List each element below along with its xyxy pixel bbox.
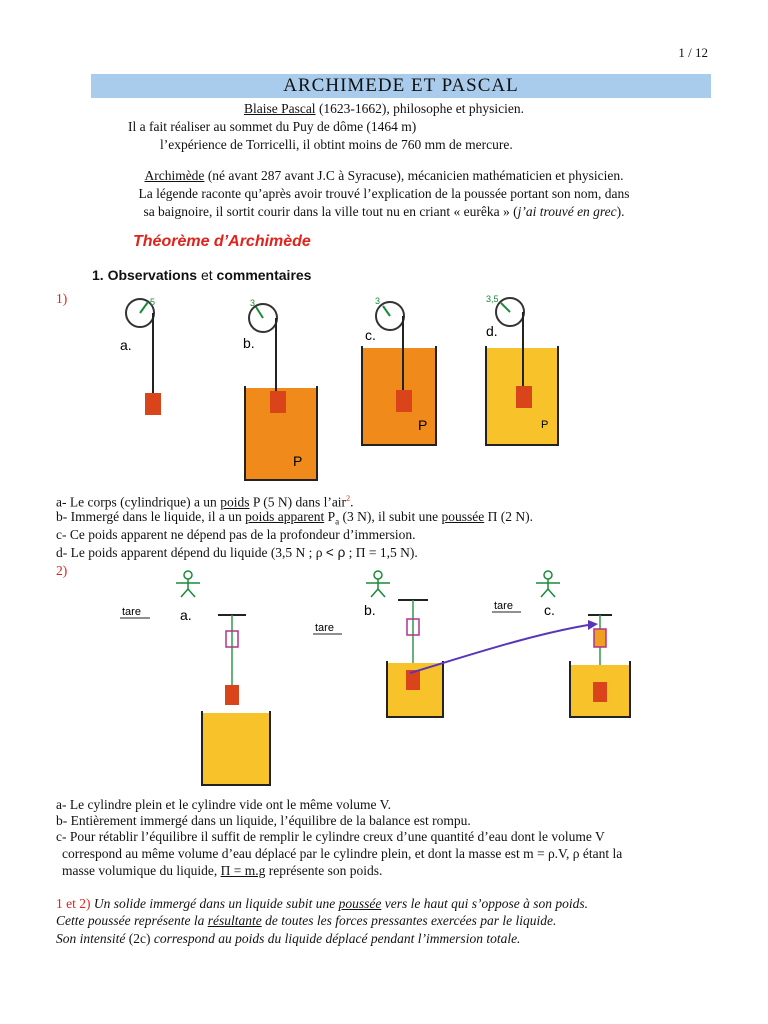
- obs1-b-underlined: poids apparent: [245, 509, 325, 524]
- fig1-label-c: c.: [365, 327, 376, 343]
- figure-2: [110, 565, 650, 787]
- conclusion-line-2-pre: Cette poussée représente la: [56, 913, 208, 928]
- fig1-needle-d: [501, 303, 510, 312]
- fig2-setup-a: [120, 571, 270, 785]
- archimede-line-3-b: ).: [616, 204, 625, 219]
- obs1-d: [56, 544, 418, 562]
- fig1-marker: 1): [56, 291, 68, 306]
- fig2-tare-a: tare: [122, 606, 141, 618]
- conclusion-line-3-ref: (2c): [128, 931, 151, 946]
- archimede-line-2: La légende raconte qu’après avoir trouvé l’explication de la poussée portant son nom, dans: [138, 186, 630, 201]
- obs1-a-pre: a- Le corps (cylindrique) a un: [56, 494, 221, 510]
- conclusion-line-2-underlined: résultante: [207, 913, 262, 928]
- pascal-line-3: l’expérience de Torricelli, il obtint moins de 760 mm de mercure.: [160, 137, 513, 152]
- pascal-line-2: Il a fait réaliser au sommet du Puy de dôme (1464 m): [128, 119, 417, 134]
- title-bar: [91, 74, 711, 98]
- obs2-c2: correspond au même volume d’eau déplacé par le cylindre plein, et dont la masse est m = ρ.V, ρ étant la: [62, 846, 623, 861]
- subsection-heading: [92, 267, 311, 283]
- fig2-tare-b: tare: [315, 622, 334, 634]
- obs1-a-post: P (5 N) dans l’air: [249, 494, 347, 510]
- fig1-liquid-label-d: P: [541, 419, 549, 431]
- fig1-setup-b: [243, 298, 317, 480]
- fig1-label-d: d.: [486, 323, 498, 339]
- conclusion-line-1: [56, 895, 588, 913]
- subsection-bold-2: commentaires: [216, 267, 312, 283]
- fig1-liquid-label-c: P: [418, 417, 428, 433]
- fig2-balance-figure-c: [536, 571, 560, 597]
- pascal-line-1-text: (1623-1662), philosophe et physicien.: [315, 101, 525, 116]
- obs1-a-end: .: [350, 494, 354, 510]
- fig1-needle-c: [383, 306, 390, 316]
- fig1-block-d: [516, 386, 532, 408]
- fig2-marker: 2): [56, 563, 68, 578]
- archimede-line-1: [0, 167, 768, 185]
- archimede-line-3: [0, 203, 768, 221]
- obs1-d-post: ; Π = 1,5 N).: [345, 545, 418, 560]
- pascal-name: Blaise Pascal: [243, 101, 316, 116]
- archimede-line-1-text: (né avant 287 avant J.C à Syracuse), mécanicien mathématicien et physicien.: [204, 168, 624, 183]
- figure-1: [100, 288, 580, 484]
- obs2-a: a- Le cylindre plein et le cylindre vide ont le même volume V.: [56, 797, 392, 812]
- conclusion-line-2-post: de toutes les forces pressantes exercées par le liquide.: [261, 913, 557, 928]
- subsection-bold-1: Observations: [107, 267, 198, 283]
- fig1-label-a: a.: [120, 337, 132, 353]
- fig1-dial-d: 3,5: [486, 294, 499, 304]
- subsection-mid: et: [197, 267, 217, 283]
- conclusion-line-3-post: correspond au poids du liquide déplacé pendant l’immersion totale.: [150, 931, 521, 946]
- subsection-number: 1.: [92, 267, 108, 283]
- fig1-setup-a: [120, 297, 161, 415]
- fig2-liquid-a: [203, 713, 269, 784]
- obs1-b-mid2: (3 N), il subit une: [339, 509, 442, 524]
- conclusion-marker: 1 et 2): [56, 896, 91, 911]
- fig2-balance-figure-b: [366, 571, 390, 597]
- obs1-b-subscript: a: [335, 516, 340, 527]
- obs2-c3-post: représente son poids.: [265, 863, 383, 878]
- page-title: ARCHIMEDE ET PASCAL: [283, 75, 519, 96]
- fig2-label-a: a.: [180, 607, 192, 623]
- obs1-b-pre: b- Immergé dans le liquide, il a un: [56, 509, 246, 524]
- page-number: 1 / 12: [678, 45, 708, 60]
- obs1-d-pre: d- Le poids apparent dépend du liquide (3,5 N ; ρ: [56, 545, 326, 560]
- fig1-dial-b: 3: [250, 298, 256, 308]
- fig1-needle-b: [256, 307, 263, 318]
- fig1-dial-c: 3: [375, 296, 381, 306]
- fig2-block-c: [593, 682, 607, 702]
- section-title: Théorème d’Archimède: [133, 233, 311, 250]
- fig1-block-a: [145, 393, 161, 415]
- archimede-name: Archimède: [144, 168, 205, 183]
- obs1-b-post: Π (2 N).: [484, 509, 533, 524]
- fig2-label-c: c.: [544, 602, 555, 618]
- obs1-c: c- Ce poids apparent ne dépend pas de la profondeur d’immersion.: [56, 527, 416, 542]
- fig1-label-b: b.: [243, 335, 255, 351]
- obs2-b: b- Entièrement immergé dans un liquide, l’équilibre de la balance est rompu.: [56, 813, 471, 828]
- conclusion-line-3: [56, 930, 520, 948]
- conclusion-line-1-pre: Un solide immergé dans un liquide subit une: [90, 896, 339, 911]
- archimede-line-3-italic: j’ai trouvé en grec: [517, 204, 617, 219]
- archimede-line-3-a: sa baignoire, il sortit courir dans la ville tout nu en criant « eurêka » (: [143, 204, 518, 219]
- obs1-b-mid: P: [324, 509, 336, 524]
- conclusion-line-2: [56, 912, 556, 930]
- obs1-b-underlined-2: poussée: [441, 509, 485, 524]
- fig1-setup-c: [362, 296, 436, 445]
- fig2-balance-figure-a: [176, 571, 200, 597]
- conclusion-line-1-post: vers le haut qui s’oppose à son poids.: [381, 896, 588, 911]
- fig1-needle-a: [140, 302, 148, 313]
- fig2-filled-cylinder-c: [594, 629, 606, 647]
- obs2-c3: [62, 862, 382, 880]
- obs2-c1: c- Pour rétablir l’équilibre il suffit de remplir le cylindre creux d’une quantité d’eau dont le volume V: [56, 829, 605, 844]
- obs1-a-footnote: 2: [346, 494, 351, 503]
- fig2-block-a: [225, 685, 239, 705]
- fig1-block-b: [270, 391, 286, 413]
- fig2-setup-b: [313, 571, 443, 717]
- conclusion-line-3-pre: Son intensité: [56, 931, 129, 946]
- fig2-tare-c: tare: [494, 600, 513, 612]
- fig2-label-b: b.: [364, 602, 376, 618]
- fig1-liquid-label-b: P: [293, 453, 303, 469]
- obs1-d-rho: ρ: [333, 545, 346, 560]
- fig1-block-c: [396, 390, 412, 412]
- obs1-d-lt: <: [325, 545, 334, 560]
- obs1-a-underlined: poids: [220, 494, 250, 510]
- fig2-transfer-arrow: [410, 625, 588, 673]
- obs2-c3-underlined: Π = m.g: [220, 863, 266, 878]
- pascal-line-1: [0, 100, 768, 118]
- conclusion-line-1-underlined: poussée: [338, 896, 382, 911]
- fig2-setup-c: [492, 571, 630, 717]
- fig1-dial-a: 5: [150, 297, 156, 307]
- obs2-c3-pre: masse volumique du liquide,: [62, 863, 221, 878]
- fig1-setup-d: [486, 294, 558, 445]
